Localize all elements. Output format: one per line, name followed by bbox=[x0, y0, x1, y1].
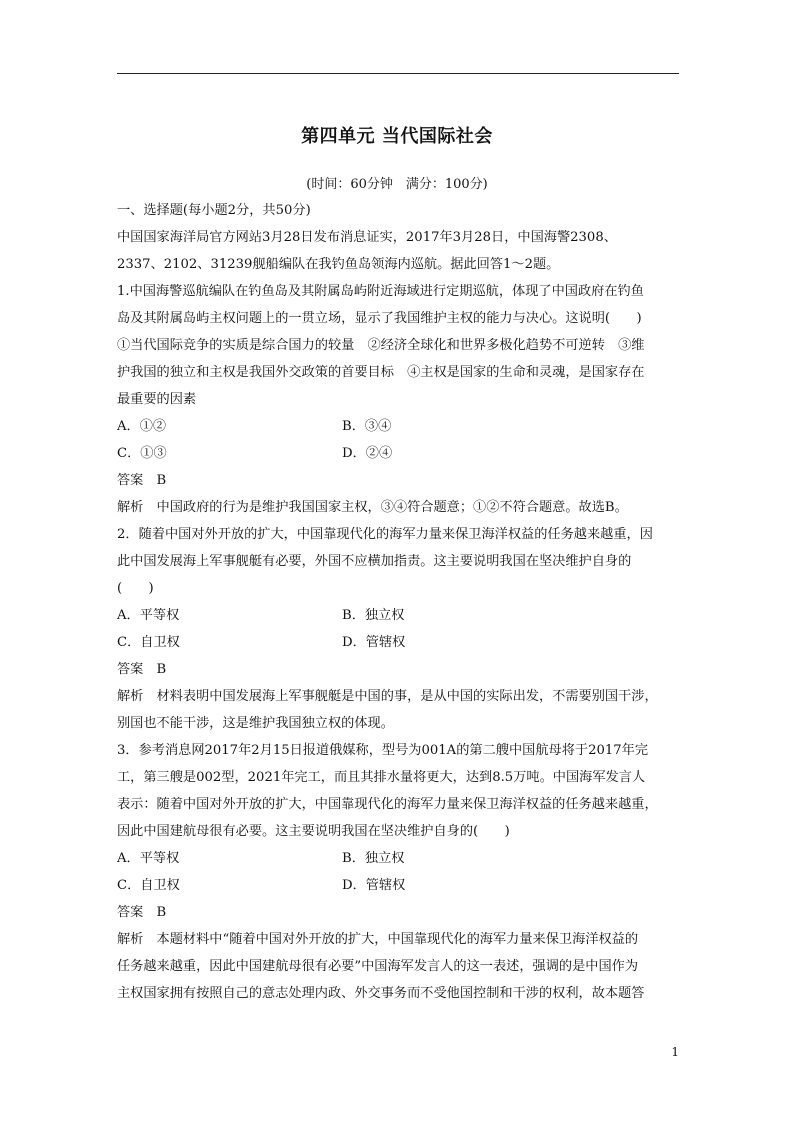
q2-analysis: 别国也不能干涉，这是维护我国独立权的体现。 bbox=[117, 716, 394, 731]
q3-options-row bbox=[117, 872, 679, 899]
q3-option-b: B．独立权 bbox=[342, 851, 405, 866]
material-line: 2337、2102、31239舰船编队在我钓鱼岛领海内巡航。据此回答1～2题。 bbox=[117, 257, 560, 272]
q3-stem-line: 因此中国建航母很有必要。这主要说明我国在坚决维护自身的( ) bbox=[117, 824, 510, 839]
q2-option-a: A．平等权 bbox=[117, 608, 180, 623]
q1-option-c: C．①③ bbox=[117, 446, 167, 461]
q3-answer: 答案 B bbox=[117, 905, 167, 920]
q1-stem-line: 岛及其附属岛屿主权问题上的一贯立场，显示了我国维护主权的能力与决心。这说明( ) bbox=[117, 311, 642, 326]
section-heading: 一、选择题(每小题2分，共50分) bbox=[117, 203, 311, 218]
q3-option-c: C．自卫权 bbox=[117, 878, 180, 893]
q1-stem-line: 护我国的独立和主权是我国外交政策的首要目标 ④主权是国家的生命和灵魂，是国家存在 bbox=[117, 365, 645, 380]
q1-analysis: 解析 中国政府的行为是维护我国国家主权，③④符合题意；①②不符合题意。故选B。 bbox=[117, 500, 628, 515]
q2-option-c: C．自卫权 bbox=[117, 635, 180, 650]
q3-option-a: A．平等权 bbox=[117, 851, 180, 866]
q1-options-row bbox=[117, 413, 679, 440]
material-line: 中国国家海洋局官方网站3月28日发布消息证实，2017年3月28日，中国海警2308、 bbox=[117, 230, 617, 245]
q2-option-b: B．独立权 bbox=[342, 608, 405, 623]
q1-stem-line: ①当代国际竞争的实质是综合国力的较量 ②经济全球化和世界多极化趋势不可逆转 ③维 bbox=[117, 338, 645, 353]
q1-option-b: B．③④ bbox=[342, 419, 392, 434]
q3-analysis: 解析 本题材料中“随着中国对外开放的扩大，中国靠现代化的海军力量来保卫海洋权益的 bbox=[117, 932, 639, 947]
q2-stem-line: 2．随着中国对外开放的扩大，中国靠现代化的海军力量来保卫海洋权益的任务越来越重，因 bbox=[117, 527, 653, 542]
q1-options-row bbox=[117, 440, 679, 467]
q2-option-d: D．管辖权 bbox=[342, 635, 406, 650]
q2-options-row bbox=[117, 602, 679, 629]
q1-answer: 答案 B bbox=[117, 473, 167, 488]
q1-option-a: A．①② bbox=[117, 419, 167, 434]
q1-option-d: D．②④ bbox=[342, 446, 393, 461]
q2-stem-line: 此中国发展海上军事舰艇有必要，外国不应横加指责。这主要说明我国在坚决维护自身的 bbox=[117, 554, 632, 569]
q1-stem-line: 最重要的因素 bbox=[117, 392, 197, 407]
q1-stem-line: 1.中国海警巡航编队在钓鱼岛及其附属岛屿附近海域进行定期巡航，体现了中国政府在钓鱼 bbox=[117, 284, 644, 299]
q3-analysis: 主权国家拥有按照自己的意志处理内政、外交事务而不受他国控制和干涉的权利，故本题答 bbox=[117, 986, 645, 1001]
q2-options-row bbox=[117, 629, 679, 656]
exam-info: (时间：60分钟 满分：100分) bbox=[306, 177, 488, 192]
header-rule bbox=[117, 73, 679, 74]
q3-options-row bbox=[117, 845, 679, 872]
q2-analysis: 解析 材料表明中国发展海上军事舰艇是中国的事，是从中国的实际出发，不需要别国干涉， bbox=[117, 689, 658, 704]
page-number: 1 bbox=[671, 1045, 679, 1059]
q2-answer: 答案 B bbox=[117, 662, 167, 677]
q3-analysis: 任务越来越重，因此中国建航母很有必要”中国海军发言人的这一表述，强调的是中国作为 bbox=[117, 959, 639, 974]
q3-stem-line: 工，第三艘是002型，2021年完工，而且其排水量将更大，达到8.5万吨。中国海军发言人 bbox=[117, 770, 646, 785]
q3-stem-line: 3．参考消息网2017年2月15日报道俄媒称，型号为001A的第二艘中国航母将于2017年完 bbox=[117, 743, 649, 758]
q3-stem-line: 表示：随着中国对外开放的扩大，中国靠现代化的海军力量来保卫海洋权益的任务越来越重， bbox=[117, 797, 658, 812]
q2-stem-line: ( ) bbox=[117, 581, 154, 596]
q3-option-d: D．管辖权 bbox=[342, 878, 406, 893]
page-title: 第四单元 当代国际社会 bbox=[301, 126, 493, 147]
document-body bbox=[117, 197, 679, 1007]
